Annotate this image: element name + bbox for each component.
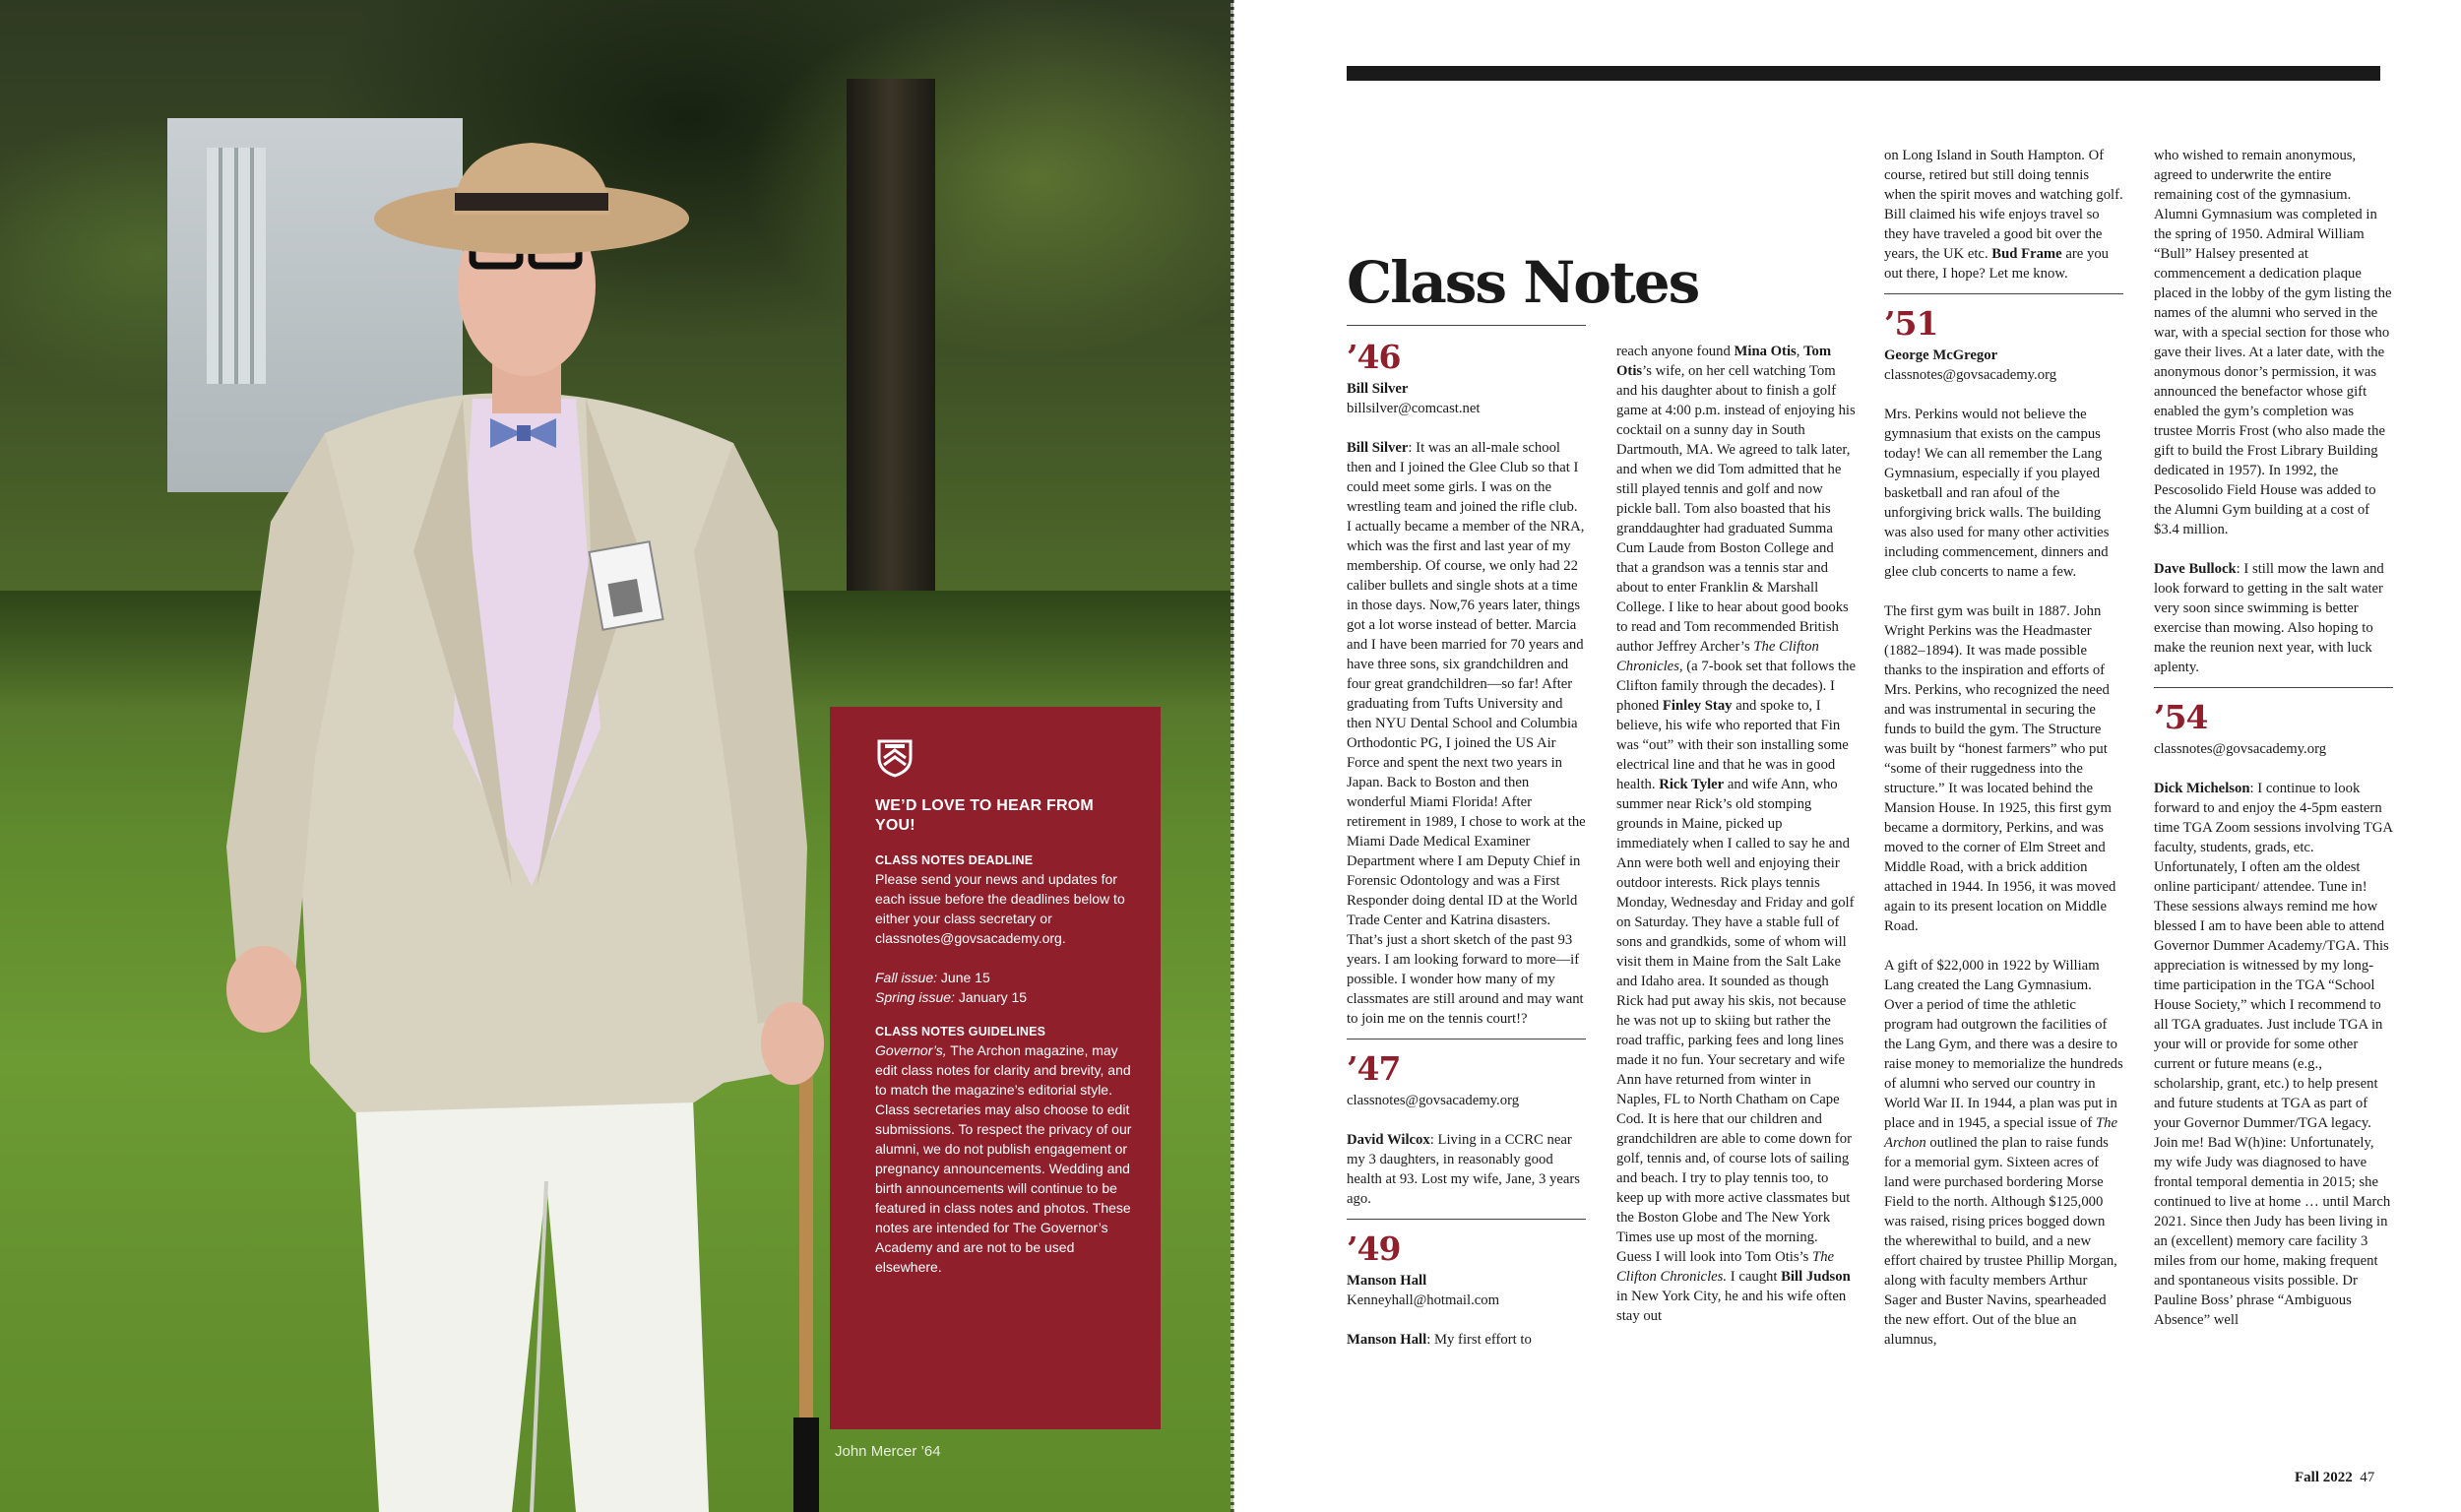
- secretary-email-51[interactable]: classnotes@govsacademy.org: [1884, 367, 2057, 383]
- class-year-51: ’51: [1884, 304, 1938, 343]
- page-title: Class Notes: [1347, 249, 1699, 316]
- note-author: David Wilcox: [1347, 1132, 1430, 1148]
- callout-heading: WE’D LOVE TO HEAR FROM YOU!: [875, 797, 1094, 834]
- deadline-text: Please send your news and updates for each issue before the deadlines below to either your class secretary or classnotes@govsacademy.org.: [875, 871, 1125, 946]
- fall-issue-date: June 15: [940, 970, 990, 985]
- section-divider: [2154, 687, 2393, 688]
- note-text: A gift of $22,000 in 1922 by William Lang created the Lang Gymnasium. Over a period of time the athletic program had outgrown the facilities of the Lang Gym, and there was a desire to raise money to memorialize the hundreds of alumni who served our country in World War II. In 1944, a plan was put in place and in 1945, a special issue of The Archon outlined the plan to raise funds for a memorial gym. Sixteen acres of land were purchased bordering Morse Field to the north. Although $125,000 was raised, rising prices bogged down the wherewithal to build, and a new effort chaired by trustee Phillip Morgan, along with faculty members Arthur Sager and Buster Navins, spearheaded the new effort. Out of the blue an alumnus,: [1884, 958, 2123, 1348]
- page-number: 47: [2360, 1470, 2375, 1485]
- spring-issue-date: January 15: [958, 989, 1028, 1005]
- section-divider: [1347, 1039, 1586, 1040]
- deadline-title: CLASS NOTES DEADLINE: [875, 853, 1034, 867]
- top-rule-bar: [1347, 66, 2380, 81]
- guidelines-title: CLASS NOTES GUIDELINES: [875, 1025, 1046, 1039]
- column-4: [2154, 146, 2393, 1330]
- contact-callout: [830, 707, 1161, 1429]
- note-text: reach anyone found Mina Otis, Tom Otis’s wife, on her cell watching Tom and his daughter about to finish a golf game at 4:00 p.m. instead of enjoying his cocktail on a sunny day in South Dartmouth, MA. We agreed to talk later, and when we did Tom admitted that he still played tennis and golf and now pickle ball. Tom also boasted that his granddaughter had graduated Summa Cum Laude from Boston College and that a grandson was a tennis star and about to enter Franklin & Marshall College. I like to hear about good books to read and Tom recommended British author Jeffrey Archer’s The Clifton Chronicles, (a 7-book set that follows the Clifton family through the decades). I phoned Finley Stay and spoke to, I believe, his wife who reported that Fin was “out” with their son installing some electrical line and that he was in good health. Rick Tyler and wife Ann, who summer near Rick’s old stomping grounds in Maine, picked up immediately when I called to say he and Ann were both well and enjoying their outdoor interests. Rick plays tennis Monday, Wednesday and Friday and golf on Saturday. They have a stable full of sons and grandkids, some of whom will visit them in Maine from the Salt Lake and Idaho area. It sounded as though Rick had put away his skis, not because he was not up to skiing but rather the road traffic, parking fees and long lines made it no fun. Your secretary and wife Ann have returned from winter in Naples, FL to North Chatham on Cape Cod. It is here that our children and grandchildren are able to come down for golf, tennis and, of course lots of sailing and beach. I try to play tennis too, to keep up with more active classmates but the Boston Globe and The New York Times use up most of the morning. Guess I will look into Tom Otis’s The Clifton Chronicles. I caught Bill Judson in New York City, he and his wife often stay out: [1616, 344, 1856, 1324]
- note-text: Mrs. Perkins would not believe the gymnasium that exists on the campus today! We can all remember the Lang Gymnasium, especially if you played basketball and ran afoul of the unforgiving brick walls. The building was also used for many other activities including commencement, dinners and glee club concerts to name a few.: [1884, 407, 2110, 580]
- class-year-47: ’47: [1347, 1049, 1401, 1088]
- section-divider: [1347, 1219, 1586, 1220]
- secretary-name-46: Bill Silver: [1347, 381, 1409, 397]
- photo-caption: John Mercer ’64: [835, 1443, 941, 1460]
- guidelines-lead: Governor’s,: [875, 1042, 947, 1058]
- issue-label: Fall 2022: [2295, 1470, 2353, 1485]
- academy-crest-icon: [875, 738, 915, 778]
- spring-issue-label: Spring issue:: [875, 989, 955, 1005]
- note-author: Manson Hall: [1347, 1332, 1427, 1348]
- class-year-54: ’54: [2154, 698, 2208, 736]
- column-2: [1616, 342, 1856, 1326]
- column-1: [1347, 325, 1586, 1350]
- secretary-email-54[interactable]: classnotes@govsacademy.org: [2154, 741, 2327, 757]
- guidelines-text: The Archon magazine, may edit class notes for clarity and brevity, and to match the magazine’s editorial style. Class secretaries may also choose to edit submissions. To respect the privacy of our alumni, we do not publish engagement or pregnancy announcements. Wedding and birth announcements will continue to be featured in class notes and photos. These notes are intended for The Governor’s Academy and are not to be used elsewhere.: [875, 1042, 1132, 1275]
- secretary-name-51: George McGregor: [1884, 347, 1998, 363]
- class-year-46: ’46: [1347, 338, 1401, 376]
- fall-issue-label: Fall issue:: [875, 970, 938, 985]
- note-text: who wished to remain anonymous, agreed to underwrite the entire remaining cost of the gymnasium. Alumni Gymnasium was completed in the spring of 1950. Admiral William “Bull” Halsey presented at commencement a dedication plaque placed in the lobby of the gym listing the names of the alumni who served in the war, with a special section for those who gave their lives. At a later date, with the anonymous donor’s permission, it was announced the benefactor whose gift enabled the gym’s completion was trustee Morris Frost (who also made the gift to build the Frost Library Building dedicated in 1957). In 1992, the Pescosolido Field House was added to the Alumni Gym building at a cost of $3.4 million.: [2154, 148, 2392, 537]
- class-year-49: ’49: [1347, 1229, 1401, 1268]
- note-text: : I continue to look forward to and enjoy the 4-5pm eastern time TGA Zoom sessions involving TGA faculty, students, grads, etc. Unfortunately, I often am the oldest online participant/ attendee. Tune in! These sessions always remind me how blessed I am to have been able to attend Governor Dummer Academy/TGA. This appreciation is witnessed by my long-time participation in the TGA “School House Society,” which I recommend to all TGA graduates. Just include TGA in your will or provide for some other current or future means (e.g., scholarship, grant, etc.) to help present and future students at TGA as part of your Governor Dummer/TGA legacy. Join me! Bad W(h)ine: Unfortunately, my wife Judy was diagnosed to have frontal temporal dementia in 2015; she continued to live at home … until March 2021. Since then Judy has been living in an (excellent) memory care facility 3 miles from our home, making frequent and spontaneous visits possible. Dr Pauline Boss’ phrase “Ambiguous Absence” well: [2154, 781, 2393, 1328]
- note-text: The first gym was built in 1887. John Wright Perkins was the Headmaster (1882–1894). It was made possible thanks to the inspiration and efforts of Mrs. Perkins, who recognized the need and was instrumental in securing the funds to build the gym. The Structure was built by “honest farmers” who put “some of their ruggedness into the structure.” It was located behind the Mansion House. In 1925, this first gym became a dormitory, Perkins, and was moved to the corner of Elm Street and Middle Road, with a brick addition attached in 1944. In 1956, it was moved again to its present location on Middle Road.: [1884, 603, 2116, 934]
- secretary-email-49[interactable]: Kenneyhall@hotmail.com: [1347, 1292, 1500, 1308]
- secretary-email-47[interactable]: classnotes@govsacademy.org: [1347, 1093, 1520, 1108]
- note-text: : It was an all-male school then and I joined the Glee Club so that I could meet some girls. I was on the wrestling team and joined the rifle club. I actually became a member of the NRA, which was the first and last year of my membership. Of course, we only had 22 caliber bullets and single shots at a time in those days. Now,76 years later, things got a lot worse instead of better. Marcia and I have been married for 70 years and have three sons, six grandchildren and four great grandchildren—so far! After graduating from Tufts University and then NYU Dental School and Columbia Orthodontic PG, I joined the US Air Force and spent the next two years in Japan. Back to Boston and then wonderful Miami Florida! After retirement in 1989, I chose to work at the Miami Dade Medical Examiner Department where I am Deputy Chief in Forensic Odontology and was a First Responder doing dental ID at the World Trade Center and Katrina disasters. That’s just a short sketch of the past 93 years. I am looking forward to more—if possible. I wonder how many of my classmates are still around and may want to join me on the tennis court!?: [1347, 440, 1586, 1027]
- note-author: Dick Michelson: [2154, 781, 2250, 796]
- page-gutter: [1230, 0, 1234, 1512]
- secretary-name-49: Manson Hall: [1347, 1273, 1427, 1289]
- secretary-email-46[interactable]: billsilver@comcast.net: [1347, 401, 1481, 416]
- note-author: Dave Bullock: [2154, 561, 2237, 577]
- column-3: [1884, 146, 2123, 1350]
- note-text: : My first effort to: [1426, 1332, 1532, 1348]
- page-footer: [2295, 1470, 2374, 1486]
- note-author: Bill Silver: [1347, 440, 1409, 456]
- note-text: : Living in a CCRC near my 3 daughters, in reasonably good health at 93. Lost my wife, Jane, 3 years ago.: [1347, 1132, 1580, 1207]
- note-text: on Long Island in South Hampton. Of course, retired but still doing tennis when the spirit moves and watching golf. Bill claimed his wife enjoys travel so they have traveled a good bit over the years, the UK etc. Bud Frame are you out there, I hope? Let me know.: [1884, 148, 2123, 282]
- note-text: : I still mow the lawn and look forward to getting in the salt water very soon since swimming is better exercise than mowing. Also hoping to make the reunion next year, with luck aplenty.: [2154, 561, 2384, 675]
- section-divider: [1884, 293, 2123, 294]
